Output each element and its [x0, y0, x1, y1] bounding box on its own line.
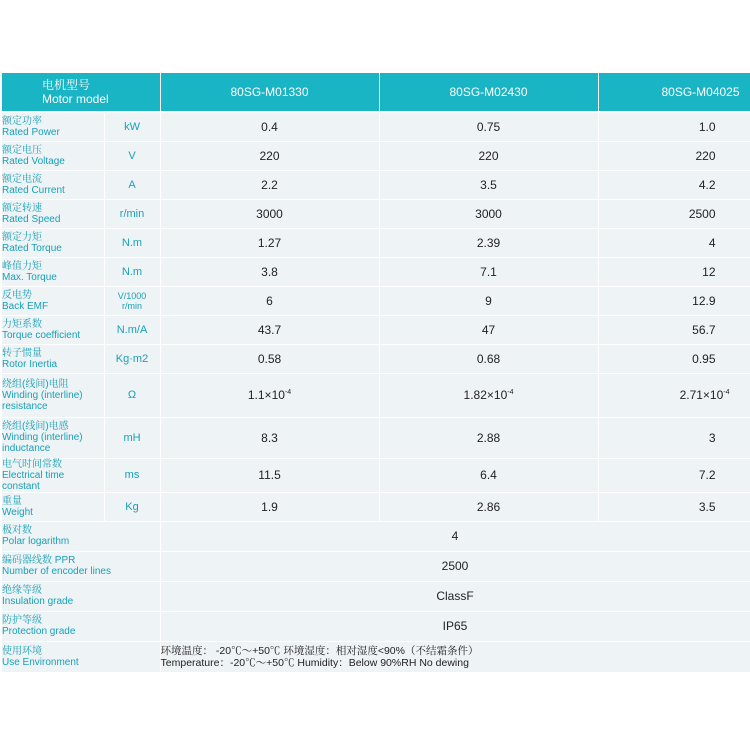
value-cell: $2.71\times 10^{-4}$ — [598, 373, 750, 417]
motor-spec-table — [2, 73, 750, 673]
spec-row — [2, 417, 750, 458]
value-cell: 220 — [160, 141, 379, 170]
value-cell: 11.5 — [160, 458, 379, 492]
value-cell: $1.1\times 10^{-4}$ — [160, 373, 379, 417]
row-label: 额定力矩 Rated Torque — [2, 228, 104, 257]
value-cell: 220 — [598, 141, 750, 170]
row-label: 电气时间常数 Electrical time constant — [2, 458, 104, 492]
row-label: 额定电压 Rated Voltage — [2, 141, 104, 170]
value-cell: 3.5 — [598, 492, 750, 521]
spec-row — [2, 315, 750, 344]
value-cell: 0.95 — [598, 344, 750, 373]
value-cell: 4.2 — [598, 170, 750, 199]
spec-row — [2, 344, 750, 373]
model-col-1: 80SG-M01330 — [160, 73, 379, 112]
spec-row — [2, 257, 750, 286]
value-cell: 47 — [379, 315, 598, 344]
shared-value-cell: 2500 — [160, 551, 750, 581]
row-label: 防护等级 Protection grade — [2, 611, 160, 641]
shared-value-cell: IP65 — [160, 611, 750, 641]
row-label: 额定电流 Rated Current — [2, 170, 104, 199]
value-cell: 9 — [379, 286, 598, 315]
environment-cell — [160, 641, 750, 672]
row-unit: V — [104, 141, 160, 170]
value-cell: 12.9 — [598, 286, 750, 315]
environment-row — [2, 641, 750, 672]
value-cell: 7.1 — [379, 257, 598, 286]
row-unit: r/min — [104, 199, 160, 228]
row-label: 力矩系数 Torque coefficient — [2, 315, 104, 344]
environment-line-en: Temperature：-20℃～+50℃ Humidity：Below 90%RH No dewing — [160, 656, 469, 669]
value-cell: 1.9 — [160, 492, 379, 521]
spec-row — [2, 228, 750, 257]
value-cell: 6 — [160, 286, 379, 315]
value-cell: 2500 — [598, 199, 750, 228]
row-unit: mH — [104, 417, 160, 458]
model-col-2: 80SG-M02430 — [379, 73, 598, 112]
value-cell: 43.7 — [160, 315, 379, 344]
row-label: 绝缘等级 Insulation grade — [2, 581, 160, 611]
spec-row — [2, 112, 750, 141]
value-cell: 0.75 — [379, 112, 598, 141]
value-cell: 2.39 — [379, 228, 598, 257]
value-cell: 220 — [379, 141, 598, 170]
row-label: 额定功率 Rated Power — [2, 112, 104, 141]
value-cell: 0.58 — [160, 344, 379, 373]
value-cell: 1.0 — [598, 112, 750, 141]
value-cell: 7.2 — [598, 458, 750, 492]
model-header-cn: 电机型号 — [42, 78, 91, 92]
value-cell: 6.4 — [379, 458, 598, 492]
spec-row — [2, 373, 750, 417]
row-label: 转子惯量 Rotor Inertia — [2, 344, 104, 373]
value-cell: 3 — [598, 417, 750, 458]
shared-spec-row — [2, 611, 750, 641]
row-unit: Kg·m2 — [104, 344, 160, 373]
value-cell: 56.7 — [598, 315, 750, 344]
row-label: 使用环境 Use Environment — [2, 641, 160, 672]
spec-row — [2, 170, 750, 199]
model-col-3: 80SG-M04025 — [598, 73, 750, 112]
value-cell: 0.4 — [160, 112, 379, 141]
spec-row — [2, 286, 750, 315]
row-unit: kW — [104, 112, 160, 141]
row-label: 重量 Weight — [2, 492, 104, 521]
row-unit: N.m — [104, 257, 160, 286]
spec-row — [2, 141, 750, 170]
model-header-en: Motor model — [42, 92, 109, 106]
value-cell: 3000 — [379, 199, 598, 228]
value-cell: 0.68 — [379, 344, 598, 373]
environment-line-cn: 环境温度： -20℃～+50℃ 环境湿度：相对湿度<90%（不结霜条件） — [160, 644, 479, 657]
value-cell: 2.2 — [160, 170, 379, 199]
spec-row — [2, 199, 750, 228]
value-cell: $1.82\times 10^{-4}$ — [379, 373, 598, 417]
value-cell: 12 — [598, 257, 750, 286]
row-unit: Kg — [104, 492, 160, 521]
value-cell: 3000 — [160, 199, 379, 228]
motor-model-header — [2, 73, 160, 112]
shared-value-cell: ClassF — [160, 581, 750, 611]
shared-value-cell: 4 — [160, 521, 750, 551]
shared-spec-row — [2, 581, 750, 611]
value-cell: 3.5 — [379, 170, 598, 199]
row-unit: A — [104, 170, 160, 199]
row-unit: N.m/A — [104, 315, 160, 344]
value-cell: 4 — [598, 228, 750, 257]
row-label: 峰值力矩 Max. Torque — [2, 257, 104, 286]
row-label: 极对数 Polar logarithm — [2, 521, 160, 551]
row-label: 反电势 Back EMF — [2, 286, 104, 315]
shared-spec-row — [2, 551, 750, 581]
row-label: 绕组(线间)电感 Winding (interline) inductance — [2, 417, 104, 458]
spec-row — [2, 458, 750, 492]
row-unit: Ω — [104, 373, 160, 417]
row-label: 编码器线数 PPR Number of encoder lines — [2, 551, 160, 581]
value-cell: 1.27 — [160, 228, 379, 257]
header-row — [2, 73, 750, 112]
value-cell: 3.8 — [160, 257, 379, 286]
row-label: 绕组(线间)电阻 Winding (interline) resistance — [2, 373, 104, 417]
row-unit: V/1000 r/min — [104, 286, 160, 315]
spec-row — [2, 492, 750, 521]
row-unit: N.m — [104, 228, 160, 257]
value-cell: 2.88 — [379, 417, 598, 458]
shared-spec-row — [2, 521, 750, 551]
row-label: 额定转速 Rated Speed — [2, 199, 104, 228]
value-cell: 8.3 — [160, 417, 379, 458]
row-unit: ms — [104, 458, 160, 492]
value-cell: 2.86 — [379, 492, 598, 521]
